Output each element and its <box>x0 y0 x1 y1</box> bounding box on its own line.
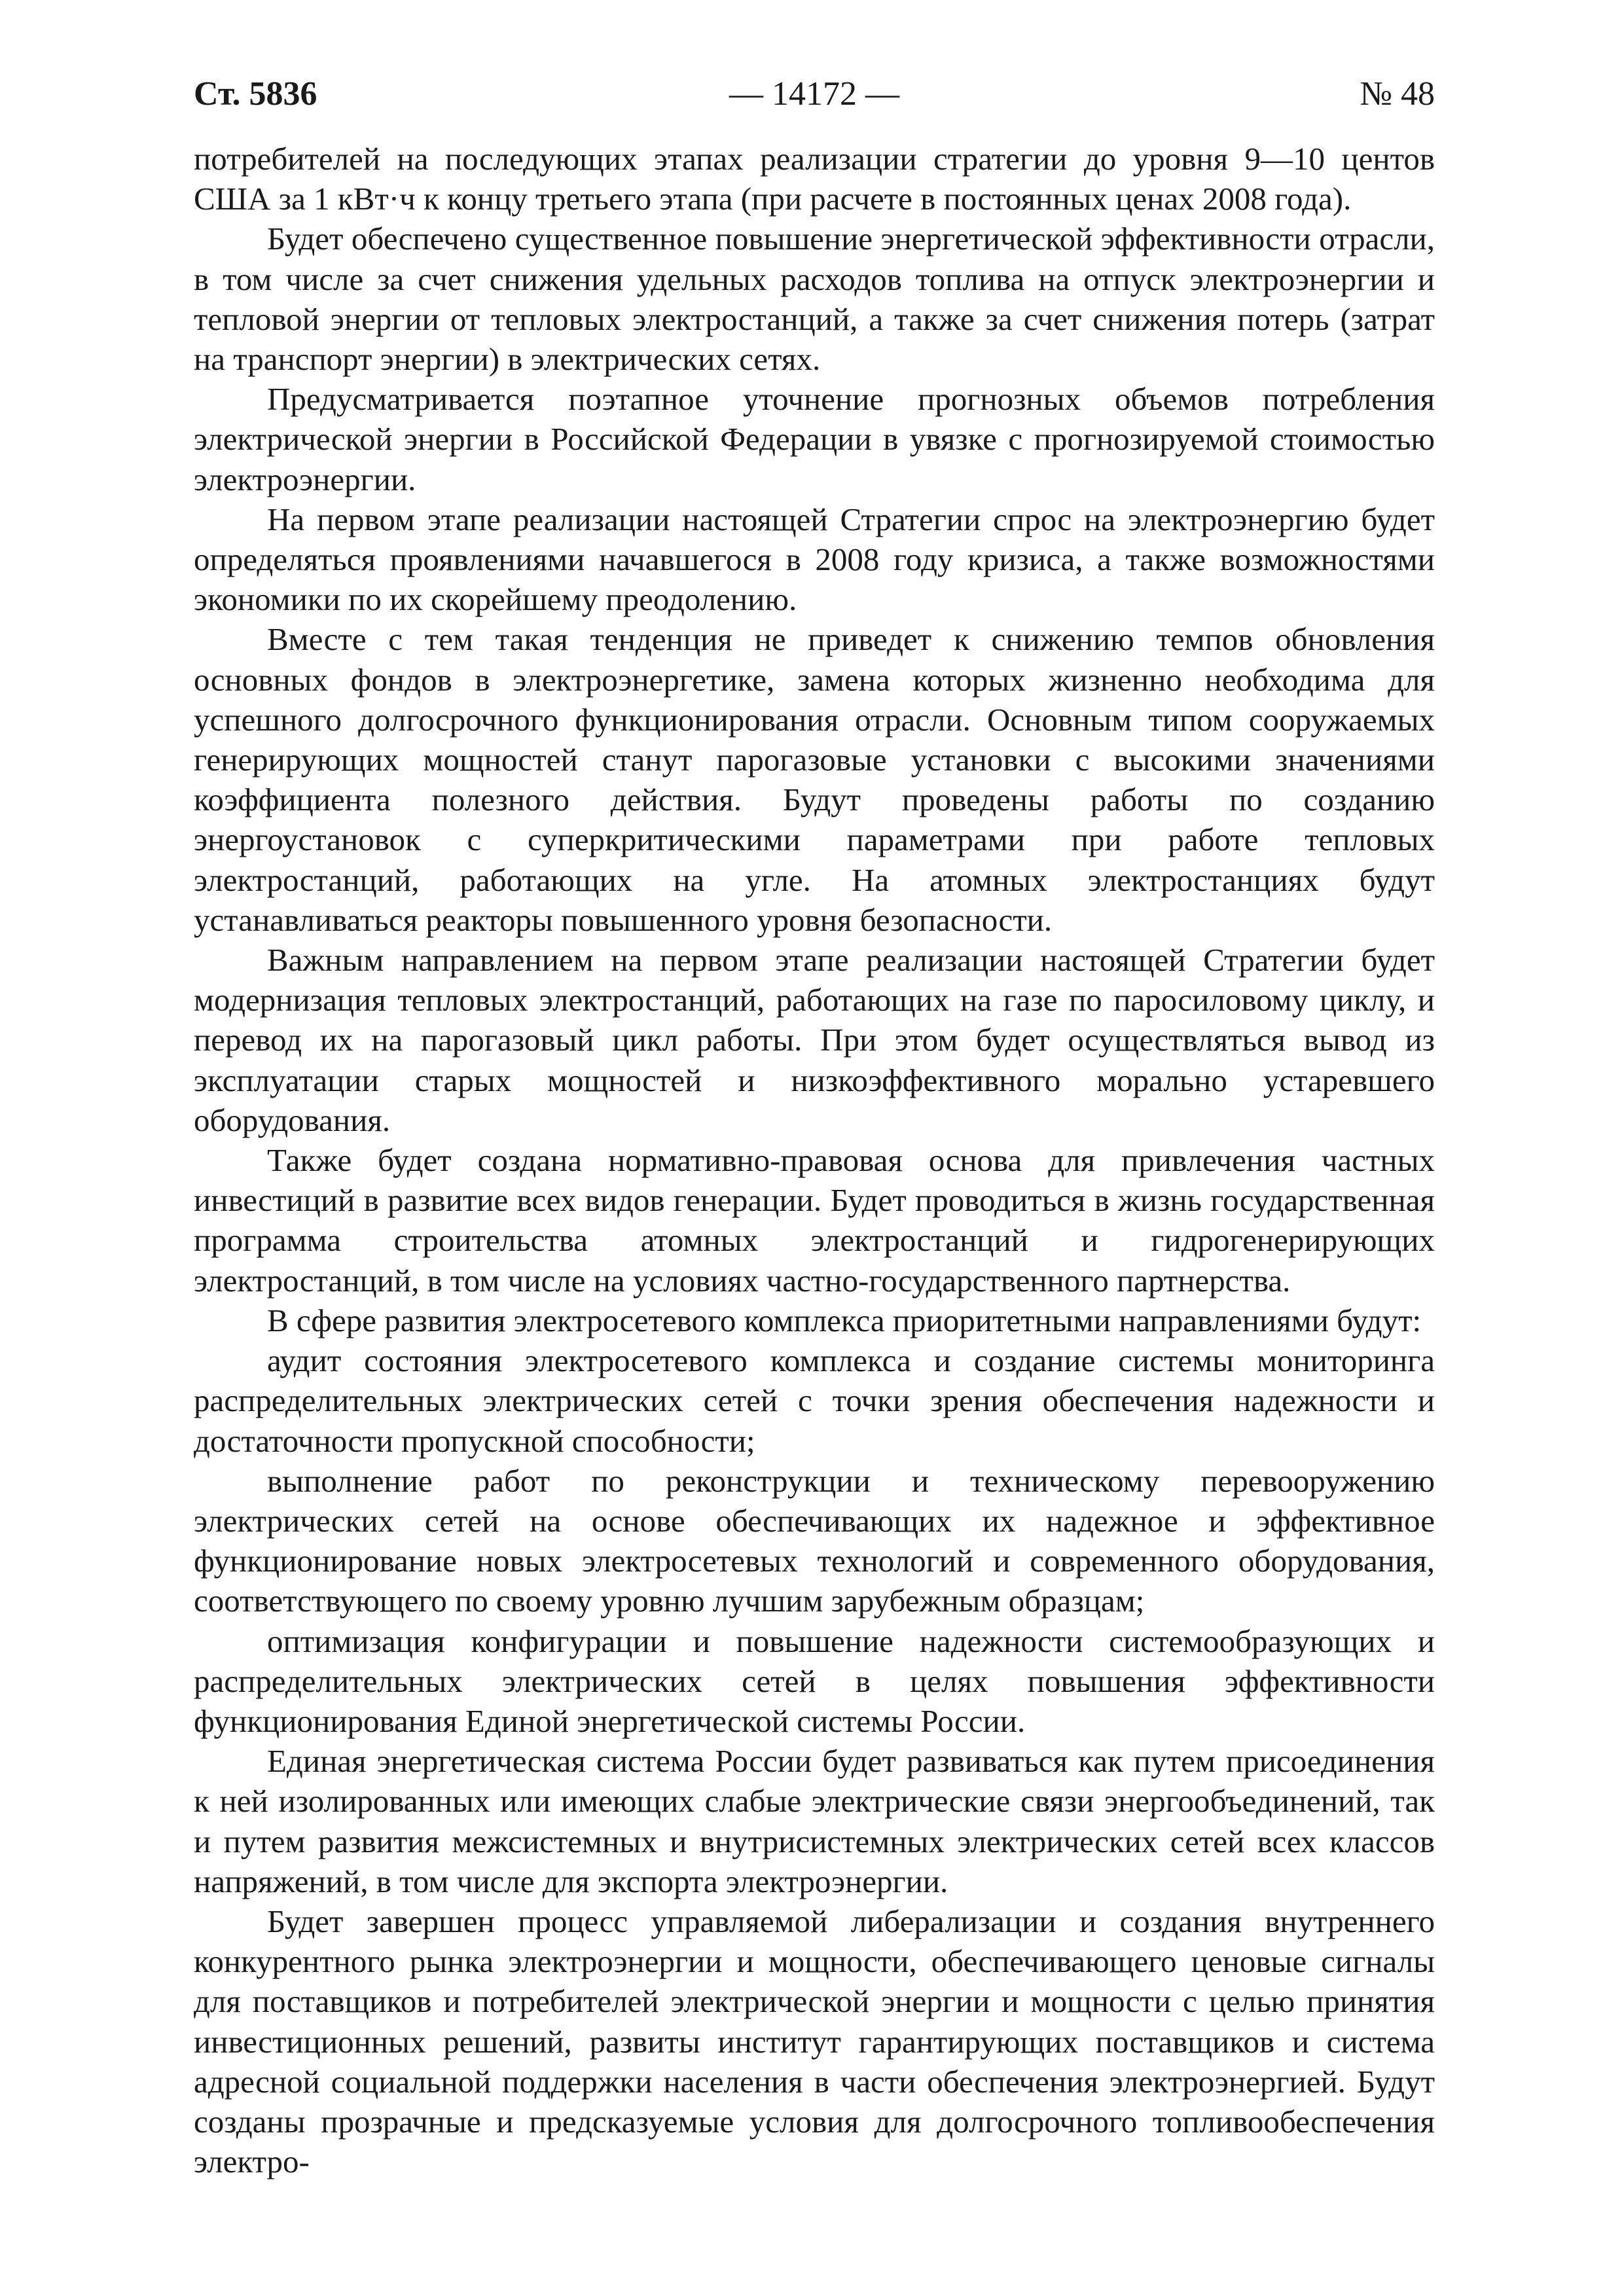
paragraph-energy-efficiency: Будет обеспечено существенное повышение энергетической эффективности отрасли, в том числе за счет снижения удельных расходов топлива на отпуск электроэнергии и тепловой энергии от тепловых электростанций, а также за счет снижения потерь (затрат на транспорт энергии) в электрических сетях. <box>194 221 1435 378</box>
paragraph-consumption-forecast: Предусматривается поэтапное уточнение прогнозных объемов потребления электрической энергии в Российской Федерации в увязке с прогнозируемой стоимостью электроэнергии. <box>194 381 1435 497</box>
document-body <box>194 139 1435 2181</box>
page-header <box>194 68 1435 120</box>
list-item-grid-audit: аудит состояния электросетевого комплекса и создание системы мониторинга распределительных электрических сетей с точки зрения обеспечения надежности и достаточности пропускной способности; <box>194 1342 1435 1459</box>
article-number: Ст. 5836 <box>194 75 317 113</box>
list-item-grid-optimization: оптимизация конфигурации и повышение надежности системообразующих и распределительных электрических сетей в целях повышения эффективности функционирования Единой энергетической системы России. <box>194 1623 1435 1739</box>
paragraph-private-investment: Также будет создана нормативно-правовая основа для привлечения частных инвестиций в развитие всех видов генерации. Будет проводиться в жизнь государственная программа строительства атомных электростанций и гидрогенерирующих электростанций, в том числе на условиях частно-государственного партнерства. <box>194 1142 1435 1299</box>
page-number: — 14172 — <box>729 75 899 113</box>
list-item-grid-reconstruction: выполнение работ по реконструкции и техническому перевооружению электрических сетей на основе обеспечивающих их надежное и эффективное функционирование новых электросетевых технологий и современного оборудования, соответствующего по своему уровню лучшим зарубежным образцам; <box>194 1462 1435 1619</box>
paragraph-market-liberalization: Будет завершен процесс управляемой либерализации и создания внутреннего конкурентного рынка электроэнергии и мощности, обеспечивающего ценовые сигналы для поставщиков и потребителей электрической энергии и мощности с целью принятия инвестиционных решений, развиты институт гарантирующих поставщиков и система адресной социальной поддержки населения в части обеспечения электроэнергией. Будут созданы прозрачные и предсказуемые условия для долгосрочного топливообеспечения электро- <box>194 1903 1435 2180</box>
paragraph-first-stage-demand: На первом этапе реализации настоящей Стратегии спрос на электроэнергию будет определяться проявлениями начавшегося в 2008 году кризиса, а также возможностями экономики по их скорейшему преодолению. <box>194 501 1435 618</box>
paragraph-asset-renewal: Вместе с тем такая тенденция не приведет к снижению темпов обновления основных фондов в электроэнергетике, замена которых жизненно необходима для успешного долгосрочного функционирования отрасли. Основным типом сооружаемых генерирующих мощностей станут парогазовые установки с высокими значениями коэффициента полезного действия. Будут проведены работы по созданию энергоустановок с суперкритическими параметрами при работе тепловых электростанций, работающих на угле. На атомных электростанциях будут устанавливаться реакторы повышенного уровня безопасности. <box>194 621 1435 938</box>
issue-number: № 48 <box>1360 75 1435 113</box>
paragraph-continuation: потребителей на последующих этапах реализации стратегии до уровня 9—10 центов США за 1 кВт·ч к концу третьего этапа (при расчете в постоянных ценах 2008 года). <box>194 141 1435 217</box>
paragraph-modernization: Важным направлением на первом этапе реализации настоящей Стратегии будет модернизация тепловых электростанций, работающих на газе по паросиловому циклу, и перевод их на парогазовый цикл работы. При этом будет осуществляться вывод из эксплуатации старых мощностей и низкоэффективного морально устаревшего оборудования. <box>194 942 1435 1138</box>
paragraph-unified-system: Единая энергетическая система России будет развиваться как путем присоединения к ней изолированных или имеющих слабые электрические связи энергообъединений, так и путем развития межсистемных и внутрисистемных электрических сетей всех классов напряжений, в том числе для экспорта электроэнергии. <box>194 1743 1435 1899</box>
paragraph-grid-priorities: В сфере развития электросетевого комплекса приоритетными направлениями будут: <box>267 1302 1422 1338</box>
